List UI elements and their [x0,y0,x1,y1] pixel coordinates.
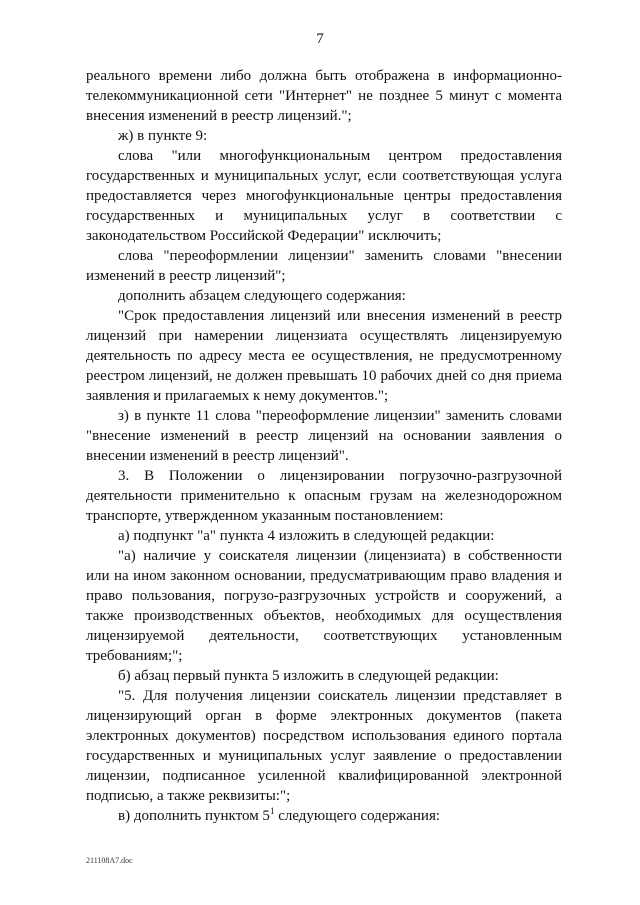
footer-file-code: 211108A7.doc [86,856,133,865]
item-v-superscript: 1 [269,806,275,816]
document-body [86,66,562,826]
paragraph-continuation: реального времени либо должна быть отображена в информационно-телекоммуникационной сети "Интернет" не позднее 5 минут с момента внесения изменений в реестр лицензий."; [86,68,562,124]
paragraph-item-v [86,806,562,826]
paragraph-words-exclude: слова "или многофункциональным центром предоставления государственных и муниципальных услуг, если соответствующая услуга предоставляется через многофункциональные центры предоставления государственных и муниципальных услуг в соответствии с законодательством Российской Федерации" исключить; [86,148,562,244]
paragraph-section-3: 3. В Положении о лицензировании погрузочно-разгрузочной деятельности применительно к опасным грузам на железнодорожном транспорте, утвержденном указанным постановлением: [86,468,562,524]
paragraph-item-b: б) абзац первый пункта 5 изложить в следующей редакции: [118,668,499,684]
paragraph-words-replace: слова "переоформлении лицензии" заменить словами "внесении изменений в реестр лицензий"; [86,248,562,284]
item-v-text-end: следующего содержания: [274,808,441,824]
paragraph-item-5-quote: "5. Для получения лицензии соискатель лицензии представляет в лицензирующий орган в форме электронных документов (пакета электронных документов) посредством использования единого портала государственных и муниципальных услуг заявление о предоставлении лицензии, подписанное усиленной квалифицированной электронной подписью, а также реквизиты:"; [86,688,562,804]
paragraph-item-z: з) в пункте 11 слова "переоформление лицензии" заменить словами "внесение изменений в реестр лицензий на основании заявления о внесении изменений в реестр лицензий". [86,408,562,464]
paragraph-item-zh: ж) в пункте 9: [118,128,208,144]
paragraph-item-a: а) подпункт "а" пункта 4 изложить в следующей редакции: [118,528,495,544]
item-v-text-start: в) дополнить пунктом 5 [118,808,270,824]
page-number: 7 [316,31,324,47]
paragraph-item-a-quote: "а) наличие у соискателя лицензии (лицензиата) в собственности или на ином законном основании, предусматривающим право владения и право пользования, погрузо-разгрузочных устройств и сооружений, а также производственных объектов, необходимых для осуществления лицензируемой деятельности, соответствующих установленным требованиям;"; [86,548,562,664]
paragraph-add-clause: дополнить абзацем следующего содержания: [118,288,406,304]
paragraph-term-quote: "Срок предоставления лицензий или внесения изменений в реестр лицензий при намерении лицензиата осуществлять лицензируемую деятельность по адресу места ее осуществления, не предусмотренному реестром лицензий, не должен превышать 10 рабочих дней со дня приема заявления и прилагаемых к нему документов."; [86,308,562,404]
